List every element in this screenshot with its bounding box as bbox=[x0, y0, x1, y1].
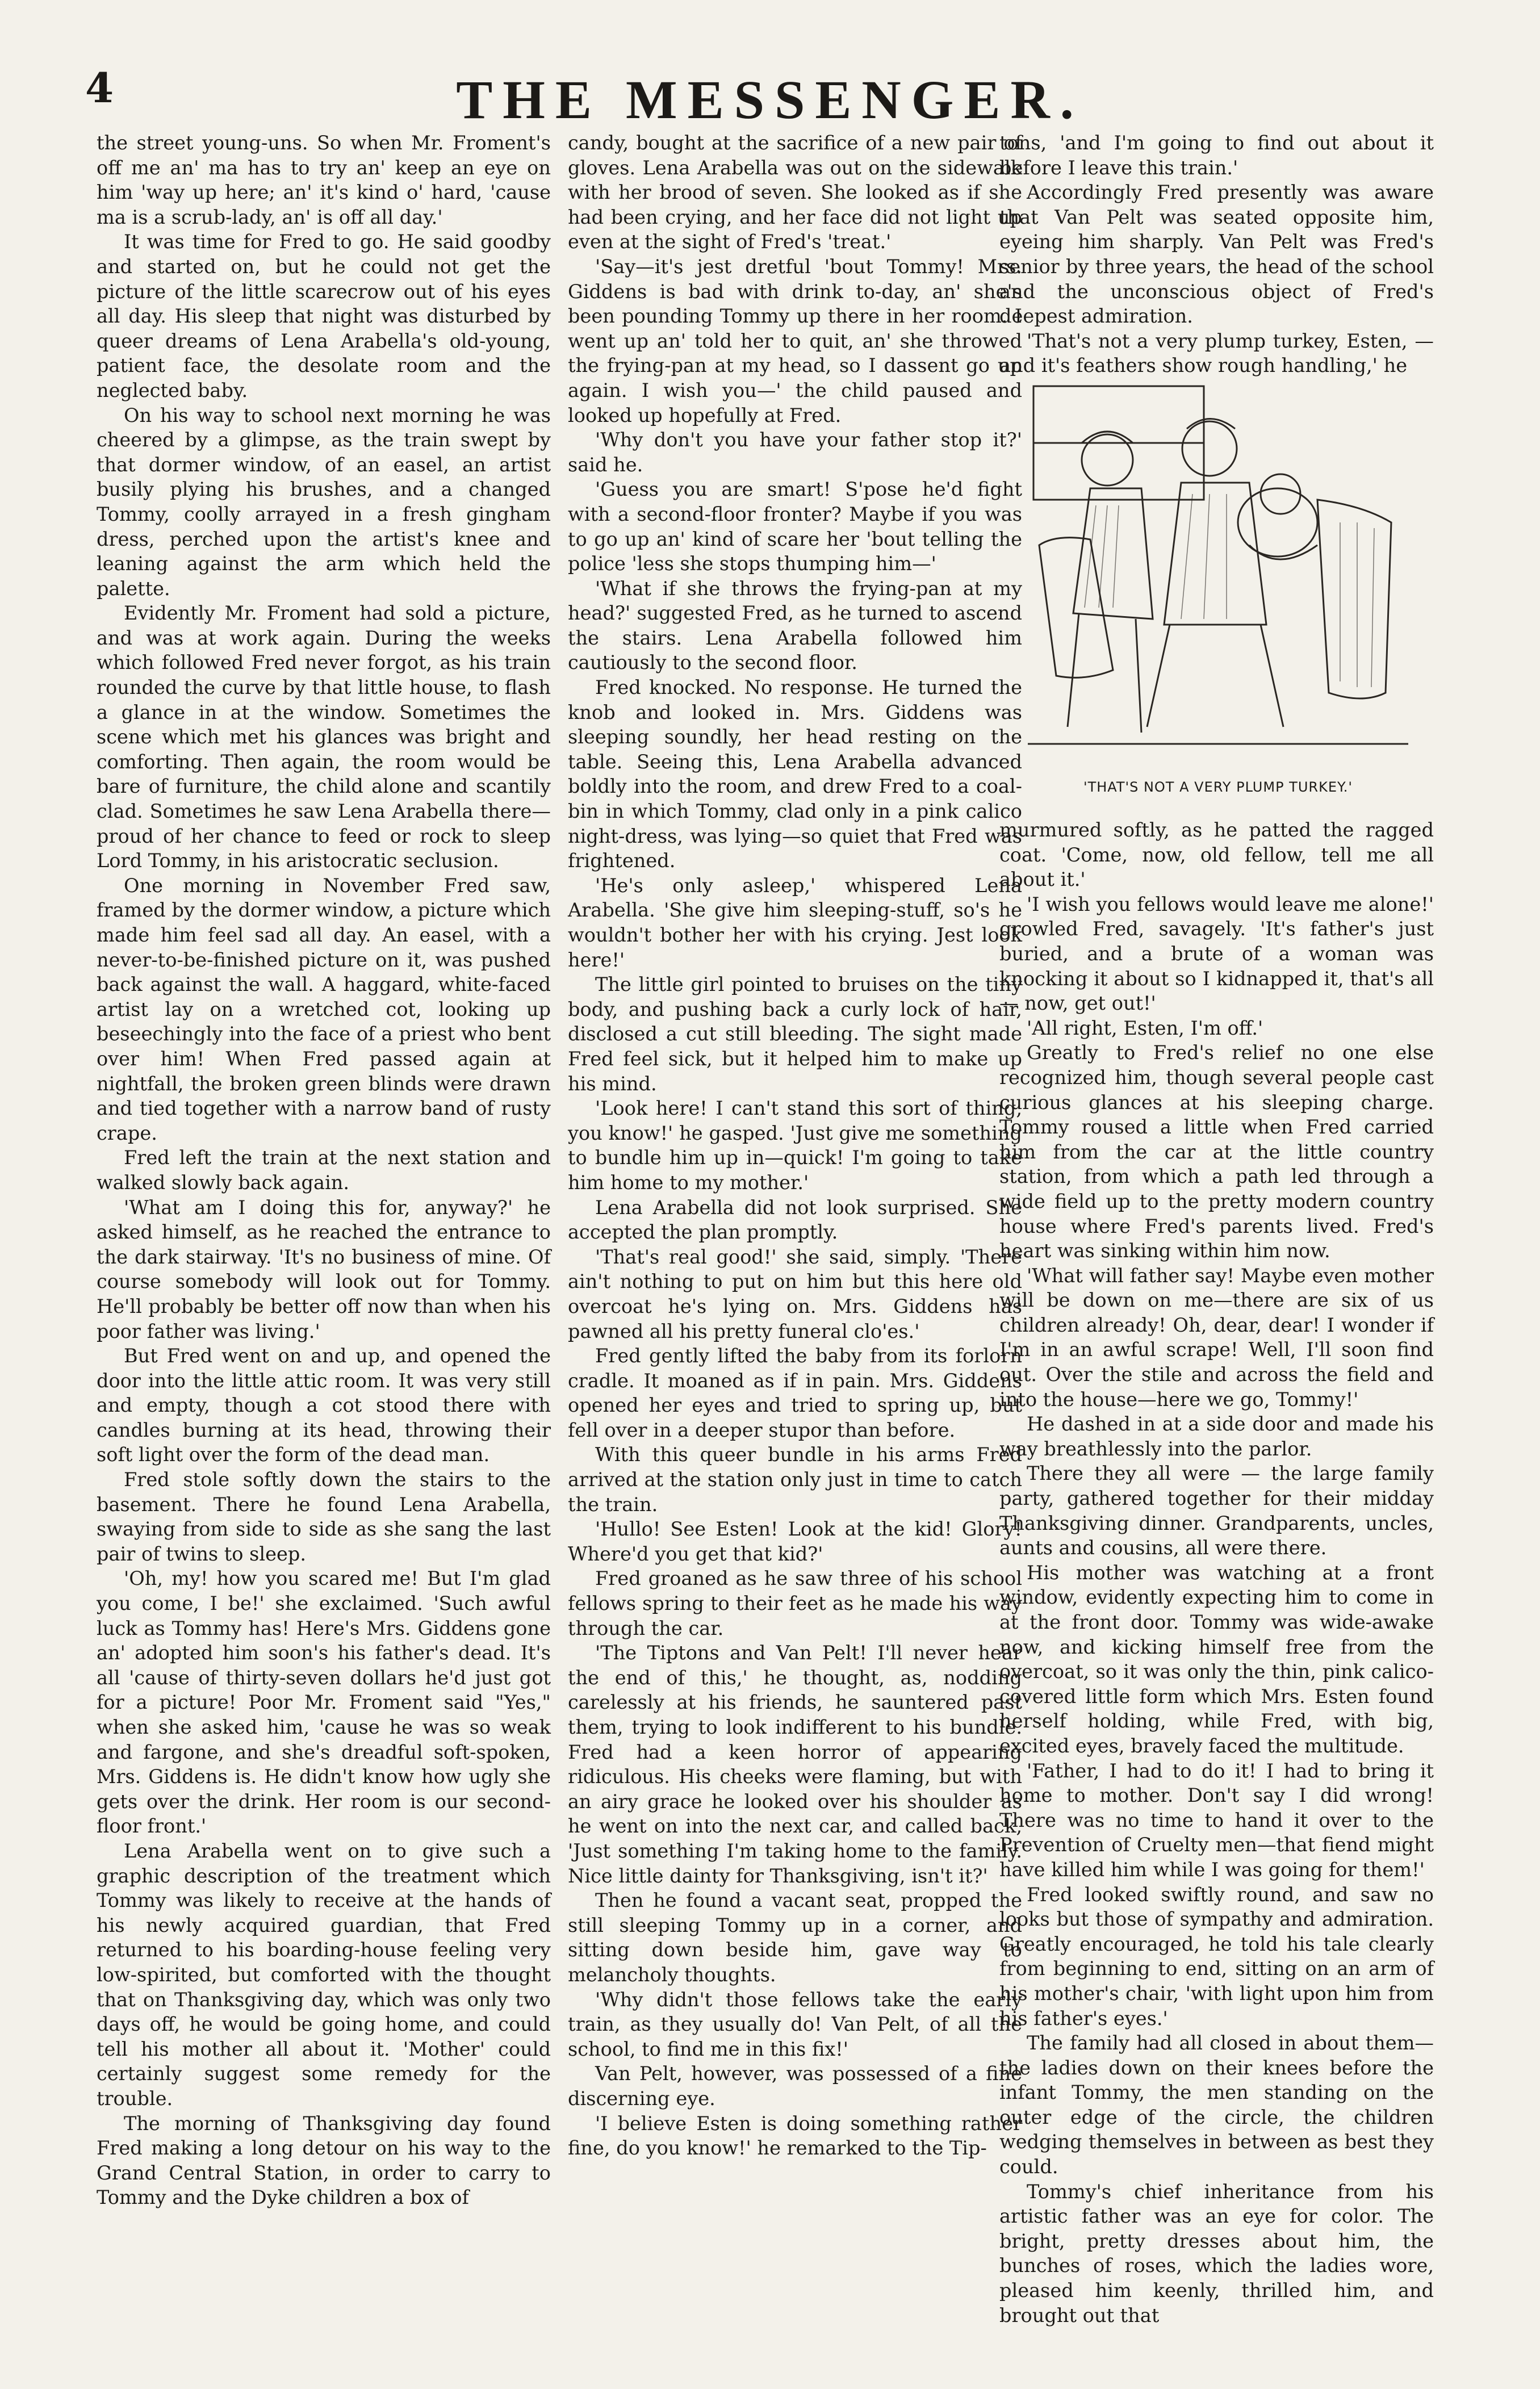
paragraph: The morning of Thanksgiving day found Fred making a long detour on his way to the Grand Central Station, in order to carry to Tommy and the Dyke children a box of bbox=[97, 2112, 551, 2209]
paragraph: On his way to school next morning he was cheered by a glimpse, as the train swept by that dormer window, of an easel, an artist busily plying his brushes, and a changed Tommy, coolly arrayed in a fresh gingham dress, perched upon the artist's knee and leaning against the arm which held the palette. bbox=[97, 404, 551, 600]
page-number: 4 bbox=[85, 64, 114, 112]
paragraph: tons, 'and I'm going to find out about it before I leave this train.' bbox=[999, 132, 1434, 179]
paragraph: His mother was watching at a front window, evidently expecting him to come in at the front door. Tommy was wide-awake now, and kicking himself free from the overcoat, so it was only the thin, pink calico-covered little form which Mrs. Esten found herself holding, while Fred, with big, excited eyes, bravely faced the multitude. bbox=[999, 1561, 1434, 1757]
paragraph: With this queer bundle in his arms Fred arrived at the station only just in time to catch the train. bbox=[568, 1444, 1022, 1516]
paragraph: The family had all closed in about them—the ladies down on their knees before the infant Tommy, the men standing on the outer edge of the circle, the children wedging themselves in between as best they could. bbox=[999, 2032, 1434, 2178]
paragraph: 'He's only asleep,' whispered Lena Arabella. 'She give him sleeping-stuff, so's he wouldn't bother her with his crying. Jest look here!' bbox=[568, 874, 1022, 971]
paragraph: Accordingly Fred presently was aware that Van Pelt was seated opposite him, eyeing him sharply. Van Pelt was Fred's senior by three years, the head of the school and the unconscious object of Fred's deepest admiration. bbox=[999, 181, 1434, 328]
paragraph: 'That's real good!' she said, simply. 'There ain't nothing to put on him but this here old overcoat he's lying on. Mrs. Giddens has pawned all his pretty funeral clo'es.' bbox=[568, 1245, 1022, 1342]
paragraph: Fred gently lifted the baby from its forlorn cradle. It moaned as if in pain. Mrs. Giddens opened her eyes and tried to spring up, but fell over in a deeper stupor than before. bbox=[568, 1345, 1022, 1441]
paragraph: 'What will father say! Maybe even mother will be down on me—there are six of us children already! Oh, dear, dear! I wonder if I'm in an awful scrape! Well, I'll soon find out. Over the stile and across the field and into the house—here we go, Tommy!' bbox=[999, 1264, 1434, 1411]
column-3-top bbox=[999, 131, 1434, 378]
paragraph: 'Father, I had to do it! I had to bring it home to mother. Don't say I did wrong! There was no time to hand it over to the Prevention of Cruelty men—that fiend might have killed him while I was going for them!' bbox=[999, 1759, 1434, 1881]
paragraph: Greatly to Fred's relief no one else recognized him, though several people cast curious glances at his sleeping charge. Tommy roused a little when Fred carried him from the car at the little country station, from which a path led through a wide field up to the pretty modern country house where Fred's parents lived. Fred's heart was sinking within him now. bbox=[999, 1041, 1434, 1262]
paragraph: 'I wish you fellows would leave me alone!' growled Fred, savagely. 'It's father's just buried, and a brute of a woman was knocking it about so I kidnapped it, that's all — now, get out!' bbox=[999, 893, 1434, 1015]
paragraph: 'I believe Esten is doing something rather fine, do you know!' he remarked to the Tip- bbox=[568, 2112, 1022, 2160]
paragraph: Tommy's chief inheritance from his artistic father was an eye for color. The bright, pretty dresses about him, the bunches of roses, which the ladies wore, pleased him keenly, thrilled him, and brought out that bbox=[999, 2180, 1434, 2327]
column-2 bbox=[568, 131, 1022, 2161]
paragraph: murmured softly, as he patted the ragged coat. 'Come, now, old fellow, tell me all about it.' bbox=[999, 819, 1434, 891]
paragraph: The little girl pointed to bruises on the tiny body, and pushing back a curly lock of hair, disclosed a cut still bleeding. The sight made Fred feel sick, but it helped him to make up his mind. bbox=[568, 973, 1022, 1095]
paragraph: 'What am I doing this for, anyway?' he asked himself, as he reached the entrance to the dark stairway. 'It's no business of mine. Of course somebody will look out for Tommy. He'll probably be better off now than when his poor father was living.' bbox=[97, 1196, 551, 1342]
paragraph: 'What if she throws the frying-pan at my head?' suggested Fred, as he turned to ascend the stairs. Lena Arabella followed him cautiously to the second floor. bbox=[568, 577, 1022, 674]
paragraph: Fred looked swiftly round, and saw no looks but those of sympathy and admiration. Greatly encouraged, he told his tale clearly from beginning to end, sitting on an arm of his mother's chair, 'with light upon him from his father's eyes.' bbox=[999, 1883, 1434, 2030]
paragraph: 'The Tiptons and Van Pelt! I'll never hear the end of this,' he thought, as, nodding carelessly at his friends, he sauntered past them, trying to look indifferent to his bundle. Fred had a keen horror of appearing ridiculous. His cheeks were flaming, but with an airy grace he looked over his shoulder as he went on into the next car, and called back, 'Just something I'm taking home to the family. Nice little dainty for Thanksgiving, isn't it?' bbox=[568, 1642, 1022, 1887]
paragraph: 'Hullo! See Esten! Look at the kid! Glory! Where'd you get that kid?' bbox=[568, 1518, 1022, 1565]
illustration-caption: 'THAT'S NOT A VERY PLUMP TURKEY.' bbox=[1083, 779, 1353, 795]
masthead-title: THE MESSENGER. bbox=[456, 69, 1084, 130]
paragraph: But Fred went on and up, and opened the door into the little attic room. It was very still and empty, though a cot stood there with candles burning at its head, throwing their soft light over the form of the dead man. bbox=[97, 1345, 551, 1466]
paragraph: He dashed in at a side door and made his way breathlessly into the parlor. bbox=[999, 1413, 1434, 1460]
train-illustration bbox=[1022, 375, 1414, 772]
column-3-bottom bbox=[999, 818, 1434, 2328]
paragraph: 'Look here! I can't stand this sort of thing, you know!' he gasped. 'Just give me something to bundle him up in—quick! I'm going to take him home to my mother.' bbox=[568, 1097, 1022, 1194]
paragraph: Fred stole softly down the stairs to the basement. There he found Lena Arabella, swaying from side to side as she sang the last pair of twins to sleep. bbox=[97, 1468, 551, 1565]
paragraph: Lena Arabella did not look surprised. She accepted the plan promptly. bbox=[568, 1196, 1022, 1244]
paragraph: 'That's not a very plump turkey, Esten, —and it's feathers show rough handling,' he bbox=[999, 329, 1434, 377]
paragraph: Fred groaned as he saw three of his school fellows spring to their feet as he made his way through the car. bbox=[568, 1567, 1022, 1639]
paragraph: Van Pelt, however, was possessed of a fine discerning eye. bbox=[568, 2062, 1022, 2110]
paragraph: 'Guess you are smart! S'pose he'd fight with a second-floor fronter? Maybe if you was to go up an' kind of scare her 'bout telling the police 'less she stops thumping him—' bbox=[568, 478, 1022, 575]
paragraph: the street young-uns. So when Mr. Froment's off me an' ma has to try an' keep an eye on him 'way up here; an' it's kind o' hard, 'cause ma is a scrub-lady, an' is off all day.' bbox=[97, 132, 551, 228]
column-1 bbox=[97, 131, 551, 2210]
paragraph: Fred left the train at the next station and walked slowly back again. bbox=[97, 1147, 551, 1194]
paragraph: 'Why don't you have your father stop it?' said he. bbox=[568, 429, 1022, 476]
paragraph: Lena Arabella went on to give such a graphic description of the treatment which Tommy was likely to receive at the hands of his newly acquired guardian, that Fred returned to his boarding-house feeling very low-spirited, but comforted with the thought that on Thanksgiving day, which was only two days off, he would be going home, and could tell his mother all about it. 'Mother' could certainly suggest some remedy for the trouble. bbox=[97, 1839, 551, 2110]
paragraph: 'Oh, my! how you scared me! But I'm glad you come, I be!' she exclaimed. 'Such awful luck as Tommy has! Here's Mrs. Giddens gone an' adopted him soon's his father's dead. It's all 'cause of thirty-seven dollars he'd just got for a picture! Poor Mr. Froment said "Yes," when she asked him, 'cause he was so weak and fargone, and she's dreadful soft-spoken, Mrs. Giddens is. He didn't know how ugly she gets over the drink. Her room is our second-floor front.' bbox=[97, 1567, 551, 1838]
paragraph: There they all were — the large family party, gathered together for their midday Thanksgiving dinner. Grandparents, uncles, aunts and cousins, all were there. bbox=[999, 1462, 1434, 1559]
paragraph: 'Say—it's jest dretful 'bout Tommy! Mrs. Giddens is bad with drink to-day, an' she's been pounding Tommy up there in her room. I went up an' told her to quit, an' she throwed the frying-pan at my head, so I dassent go up again. I wish you—' the child paused and looked up hopefully at Fred. bbox=[568, 255, 1022, 426]
paragraph: Fred knocked. No response. He turned the knob and looked in. Mrs. Giddens was sleeping soundly, her head resting on the table. Seeing this, Lena Arabella advanced boldly into the room, and drew Fred to a coal-bin in which Tommy, clad only in a pink calico night-dress, was lying—so quiet that Fred was frightened. bbox=[568, 676, 1022, 872]
paragraph: Then he found a vacant seat, propped the still sleeping Tommy up in a corner, and sitting down beside him, gave way to melancholy thoughts. bbox=[568, 1889, 1022, 1986]
paragraph: It was time for Fred to go. He said goodby and started on, but he could not get the picture of the little scarecrow out of his eyes all day. His sleep that night was disturbed by queer dreams of Lena Arabella's old-young, patient face, the desolate room and the neglected baby. bbox=[97, 231, 551, 401]
paragraph: 'Why didn't those fellows take the early train, as they usually do! Van Pelt, of all the school, to find me in this fix!' bbox=[568, 1988, 1022, 2060]
paragraph: Evidently Mr. Froment had sold a picture, and was at work again. During the weeks which followed Fred never forgot, as his train rounded the curve by that little house, to flash a glance in at the window. Sometimes the scene which met his glances was bright and comforting. Then again, the room would be bare of furniture, the child alone and scantily clad. Sometimes he saw Lena Arabella there—proud of her chance to feed or rock to sleep Lord Tommy, in his aristocratic seclusion. bbox=[97, 602, 551, 872]
paragraph: candy, bought at the sacrifice of a new pair of gloves. Lena Arabella was out on the sidewalk with her brood of seven. She looked as if she had been crying, and her face did not light up even at the sight of Fred's 'treat.' bbox=[568, 132, 1022, 253]
paragraph: 'All right, Esten, I'm off.' bbox=[1027, 1016, 1263, 1039]
paragraph: One morning in November Fred saw, framed by the dormer window, a picture which made him feel sad all day. An easel, with a never-to-be-finished picture on it, was pushed back against the wall. A haggard, white-faced artist lay on a wretched cot, looking up beseechingly into the face of a priest who bent over him! When Fred passed again at nightfall, the broken green blinds were drawn and tied together with a narrow band of rusty crape. bbox=[97, 874, 551, 1144]
